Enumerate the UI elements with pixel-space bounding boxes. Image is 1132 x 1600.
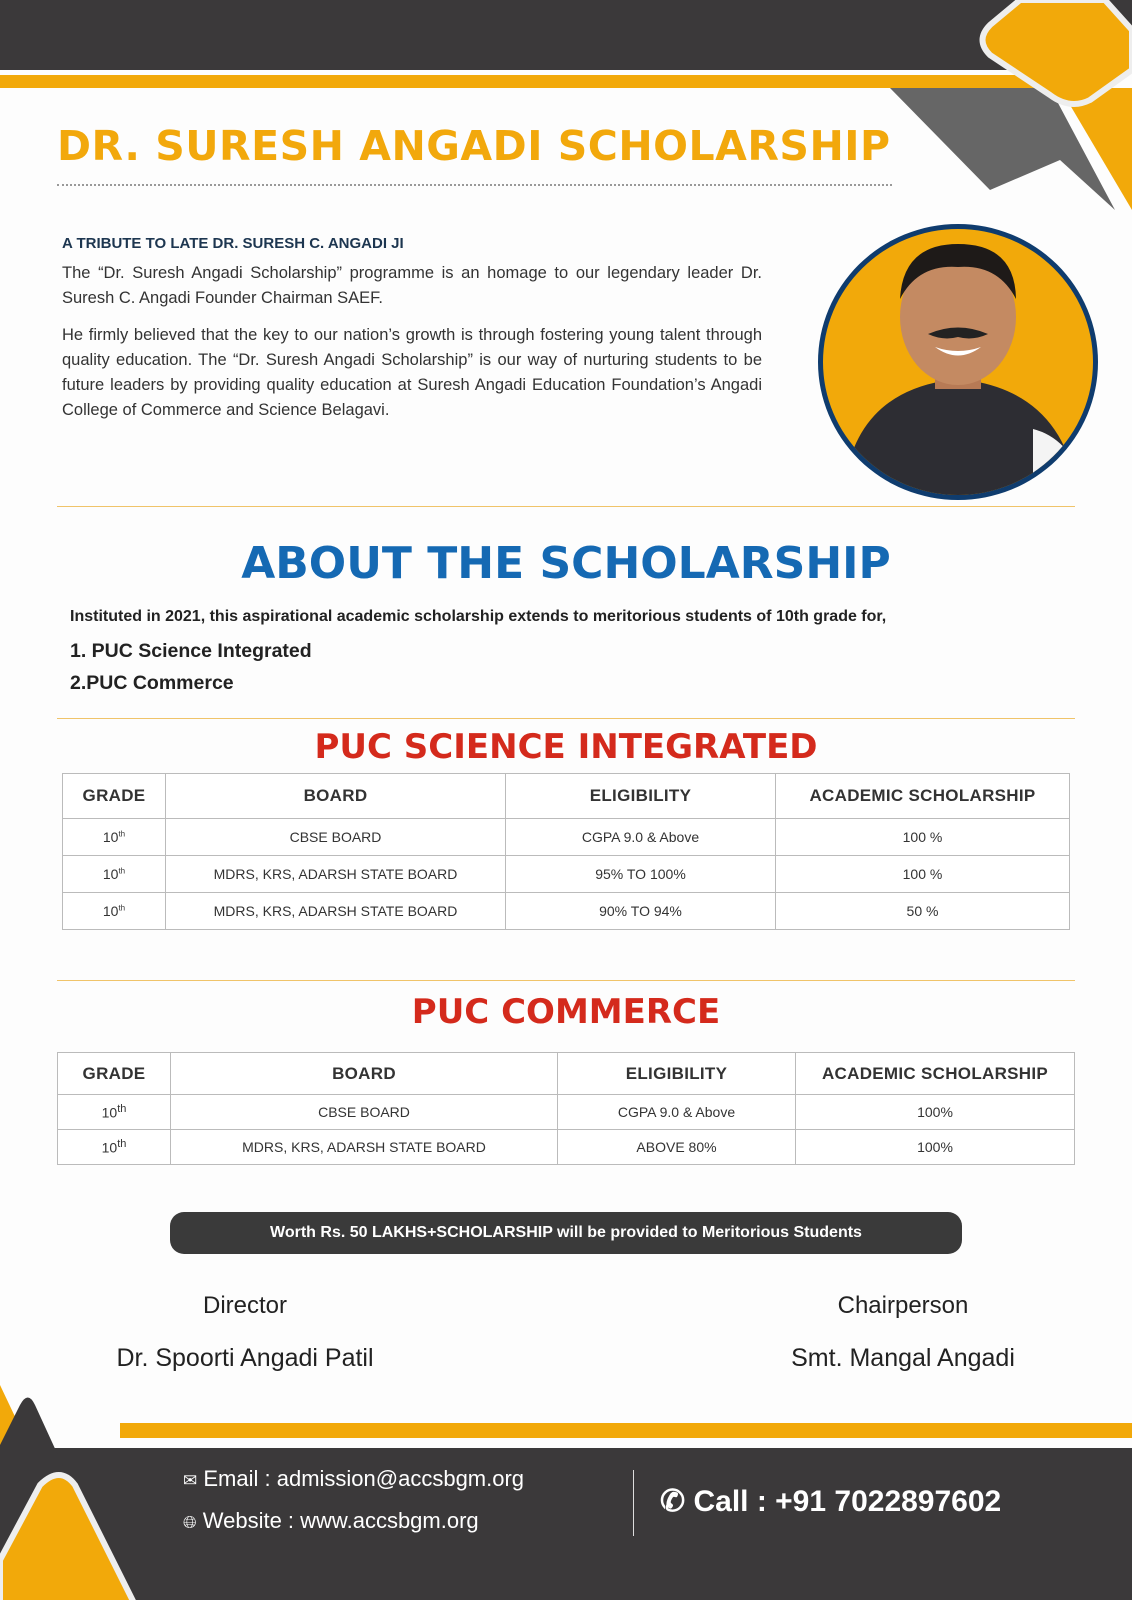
about-intro: Instituted in 2021, this aspirational academic scholarship extends to meritorious students of 10th grade for,: [70, 608, 887, 625]
commerce-title: PUC COMMERCE: [411, 992, 721, 1032]
corner-decoration-bottom: [0, 1385, 160, 1600]
phone-icon: ✆: [660, 1485, 686, 1518]
table-row: [58, 1095, 1075, 1130]
website-link[interactable]: 🌐︎ Website : www.accsbgm.org: [183, 1508, 479, 1533]
eligibility-cell: CGPA 9.0 & Above: [558, 1095, 796, 1130]
science-title: PUC SCIENCE INTEGRATED: [314, 727, 818, 767]
table-row: [63, 856, 1070, 893]
tribute-paragraph: The “Dr. Suresh Angadi Scholarship” programme is an homage to our legendary leader Dr. Suresh C. Angadi Founder Chairman SAEF.: [62, 264, 762, 307]
call-link[interactable]: ✆ Call : +91 7022897602: [660, 1485, 1002, 1518]
table-row: [58, 1130, 1075, 1165]
eligibility-cell: CGPA 9.0 & Above: [506, 819, 776, 856]
tribute-paragraph: He firmly believed that the key to our nation’s growth is through fostering young talent through quality education. The “Dr. Suresh Angadi Scholarship” is our way of nurturing students to be future leaders by providing quality education at Suresh Angadi Education Foundation’s Angadi College of Commerce and Science Belagavi.: [62, 326, 762, 419]
header-board: BOARD: [171, 1053, 558, 1095]
header-eligibility: ELIGIBILITY: [506, 774, 776, 819]
corner-decoration: [860, 0, 1132, 215]
table-header-row: [58, 1053, 1075, 1095]
header-board: BOARD: [166, 774, 506, 819]
page-title: DR. SURESH ANGADI SCHOLARSHIP: [57, 122, 891, 170]
grade-cell: 10th: [63, 893, 166, 930]
board-cell: MDRS, KRS, ADARSH STATE BOARD: [171, 1130, 558, 1165]
portrait-photo: [818, 224, 1098, 500]
commerce-table: [57, 1052, 1075, 1165]
scholarship-cell: 50 %: [776, 893, 1070, 930]
tribute-heading: A TRIBUTE TO LATE DR. SURESH C. ANGADI JI: [62, 235, 404, 252]
table-row: [63, 893, 1070, 930]
eligibility-cell: ABOVE 80%: [558, 1130, 796, 1165]
footer-bar: [0, 1448, 1132, 1600]
eligibility-cell: 90% TO 94%: [506, 893, 776, 930]
divider: [57, 506, 1075, 507]
header-scholarship: ACADEMIC SCHOLARSHIP: [776, 774, 1070, 819]
board-cell: CBSE BOARD: [166, 819, 506, 856]
header-grade: GRADE: [63, 774, 166, 819]
about-title: ABOUT THE SCHOLARSHIP: [241, 538, 891, 589]
scholarship-cell: 100%: [796, 1095, 1075, 1130]
grade-cell: 10th: [58, 1130, 171, 1165]
grade-cell: 10th: [58, 1095, 171, 1130]
science-table: [62, 773, 1070, 930]
header-scholarship: ACADEMIC SCHOLARSHIP: [796, 1053, 1075, 1095]
header-eligibility: ELIGIBILITY: [558, 1053, 796, 1095]
program-item: 1. PUC Science Integrated: [70, 640, 312, 662]
globe-icon: 🌐︎: [183, 1513, 197, 1532]
grade-cell: 10th: [63, 856, 166, 893]
scholarship-cell: 100 %: [776, 819, 1070, 856]
board-cell: MDRS, KRS, ADARSH STATE BOARD: [166, 856, 506, 893]
scholarship-cell: 100%: [796, 1130, 1075, 1165]
email-link[interactable]: ✉ Email : admission@accsbgm.org: [183, 1466, 525, 1491]
bottom-accent-line: [120, 1423, 1132, 1438]
director-name: Dr. Spoorti Angadi Patil: [116, 1344, 374, 1372]
scholarship-banner: Worth Rs. 50 LAKHS+SCHOLARSHIP will be provided to Meritorious Students: [170, 1212, 962, 1254]
table-header-row: [63, 774, 1070, 819]
chairperson-name: Smt. Mangal Angadi: [791, 1344, 1015, 1372]
board-cell: MDRS, KRS, ADARSH STATE BOARD: [166, 893, 506, 930]
table-row: [63, 819, 1070, 856]
divider: [57, 980, 1075, 981]
header-grade: GRADE: [58, 1053, 171, 1095]
eligibility-cell: 95% TO 100%: [506, 856, 776, 893]
grade-cell: 10th: [63, 819, 166, 856]
footer-divider: [633, 1470, 634, 1536]
director-role: Director: [202, 1292, 287, 1319]
chairperson-role: Chairperson: [837, 1292, 969, 1319]
envelope-icon: ✉: [183, 1471, 198, 1490]
divider: [57, 718, 1075, 719]
scholarship-cell: 100 %: [776, 856, 1070, 893]
program-item: 2.PUC Commerce: [70, 672, 234, 694]
board-cell: CBSE BOARD: [171, 1095, 558, 1130]
dotted-divider: [57, 184, 892, 186]
